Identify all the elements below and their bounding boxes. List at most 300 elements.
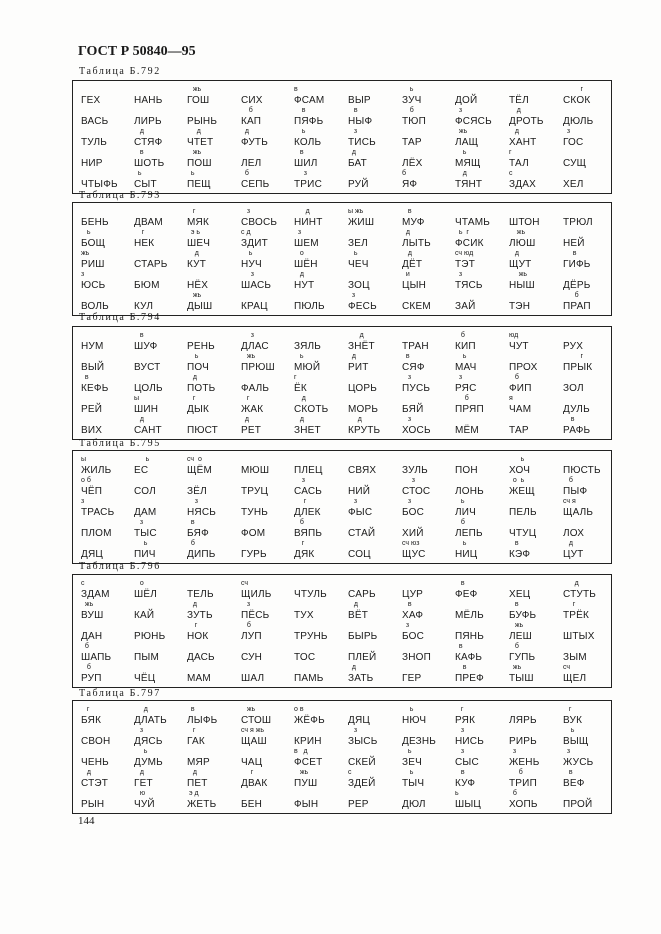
phonetic-mark: д bbox=[402, 250, 412, 257]
table-cell bbox=[294, 604, 346, 626]
syllable-word: РЫН bbox=[81, 799, 105, 810]
syllable-word: НЕК bbox=[134, 238, 155, 249]
syllable-word: БЮМ bbox=[134, 280, 160, 291]
syllable-word: ТЕЛЬ bbox=[187, 589, 214, 600]
syllable-word: ШАСЬ bbox=[241, 280, 272, 291]
table-cell bbox=[509, 295, 561, 317]
table-cell bbox=[348, 498, 400, 523]
phonetic-mark: ь bbox=[134, 540, 148, 547]
syllable-word: ДАСЬ bbox=[187, 652, 215, 663]
syllable-word: СВОСЬ bbox=[241, 217, 278, 228]
phonetic-mark: э ь bbox=[187, 229, 201, 236]
phonetic-mark: жь bbox=[455, 128, 468, 135]
syllable-word: ЧТУЦ bbox=[509, 528, 537, 539]
syllable-word: ШЁЛ bbox=[134, 589, 158, 600]
syllable-word: ЗНЁТ bbox=[348, 341, 375, 352]
phonetic-mark: г bbox=[563, 601, 576, 608]
syllable-word: ЩАЛЬ bbox=[563, 507, 594, 518]
syllable-word: ЗЁЛ bbox=[187, 486, 207, 497]
phonetic-mark: г bbox=[455, 706, 464, 713]
syllable-word: ДВАМ bbox=[134, 217, 163, 228]
syllable-word: ЗЕЛ bbox=[348, 238, 368, 249]
phonetic-mark: жь bbox=[509, 271, 528, 278]
syllable-word: ХЕЛ bbox=[563, 179, 584, 190]
syllable-word: БЕНЬ bbox=[81, 217, 109, 228]
syllable-word: РИШ bbox=[81, 259, 105, 270]
table-cell bbox=[509, 709, 561, 731]
phonetic-mark: д bbox=[294, 395, 306, 402]
syllable-word: ФСИК bbox=[455, 238, 484, 249]
phonetic-mark: ь bbox=[509, 456, 525, 463]
phonetic-mark: г bbox=[509, 149, 512, 156]
syllable-word: РЕТ bbox=[241, 425, 262, 436]
syllable-word: ПОТЬ bbox=[187, 383, 216, 394]
syllable-word: ЕС bbox=[134, 465, 149, 476]
syllable-word: ЛЕЛ bbox=[241, 158, 262, 169]
phonetic-mark: ь bbox=[348, 250, 358, 257]
phonetic-mark: з bbox=[402, 416, 412, 423]
table-cell bbox=[563, 211, 615, 233]
syllable-word: НИНТ bbox=[294, 217, 323, 228]
syllable-word: БОС bbox=[402, 507, 425, 518]
phonetic-mark: сч я bbox=[563, 498, 576, 505]
syllable-word: СТОШ bbox=[241, 715, 272, 726]
syllable-word: КРУТЬ bbox=[348, 425, 381, 436]
phonetic-mark: в bbox=[563, 416, 575, 423]
syllable-word: ПЯФЬ bbox=[294, 116, 324, 127]
syllable-word: ПЕЩ bbox=[187, 179, 211, 190]
syllable-word: ЗУЧ bbox=[402, 95, 422, 106]
syllable-word: ЛЯРЬ bbox=[509, 715, 537, 726]
table-cell bbox=[455, 580, 507, 605]
phonetic-mark: ы жь bbox=[348, 208, 364, 215]
syllable-word: ГОС bbox=[563, 137, 584, 148]
table-cell bbox=[455, 790, 507, 815]
table-cell bbox=[187, 456, 239, 481]
table-cell bbox=[402, 498, 454, 523]
syllable-word: ЖАК bbox=[241, 404, 264, 415]
table-caption: Таблица Б.793 bbox=[79, 190, 161, 201]
syllable-word: ШЕМ bbox=[294, 238, 319, 249]
phonetic-mark: б bbox=[81, 664, 91, 671]
syllable-word: ТРЁК bbox=[563, 610, 590, 621]
syllable-word: ЖЕТЬ bbox=[187, 799, 217, 810]
phonetic-mark: я bbox=[509, 395, 513, 402]
syllable-word: ХОПЬ bbox=[509, 799, 538, 810]
phonetic-mark: ы bbox=[134, 395, 140, 402]
syllable-word: СЫС bbox=[455, 757, 479, 768]
syllable-word: ШИН bbox=[134, 404, 159, 415]
syllable-word: СОЛ bbox=[134, 486, 156, 497]
table-caption: Таблица Б.792 bbox=[79, 66, 161, 77]
phonetic-mark: г bbox=[563, 353, 584, 360]
syllable-word: ПЛЕЙ bbox=[348, 652, 377, 663]
syllable-word: ЩУТ bbox=[509, 259, 532, 270]
syllable-word: ЗОЛ bbox=[563, 383, 584, 394]
syllable-word: ЦУТ bbox=[563, 549, 584, 560]
syllable-word: ХАФ bbox=[402, 610, 424, 621]
syllable-word: ЛЕШ bbox=[509, 631, 532, 642]
phonetic-mark: б bbox=[81, 643, 89, 650]
syllable-word: ТУНЬ bbox=[241, 507, 269, 518]
syllable-word: СКЕЙ bbox=[348, 757, 376, 768]
phonetic-mark: ь bbox=[455, 149, 467, 156]
table-cell bbox=[241, 459, 293, 481]
syllable-word: СТОС bbox=[402, 486, 431, 497]
table-cell bbox=[402, 622, 454, 647]
syllable-word: СВЯХ bbox=[348, 465, 377, 476]
syllable-word: ШИЛ bbox=[294, 158, 318, 169]
syllable-word: ГАК bbox=[187, 736, 205, 747]
table-cell bbox=[241, 543, 293, 565]
phonetic-mark: б bbox=[241, 107, 253, 114]
table-cell bbox=[241, 667, 293, 689]
syllable-word: ДЮЛЬ bbox=[563, 116, 594, 127]
syllable-word: ХОЧ bbox=[509, 465, 531, 476]
table-cell bbox=[402, 706, 454, 731]
phonetic-mark: ь bbox=[134, 170, 142, 177]
syllable-word: СТЯФ bbox=[134, 137, 163, 148]
phonetic-mark: жь bbox=[294, 769, 309, 776]
syllable-word: ПЛОМ bbox=[81, 528, 112, 539]
table-cell bbox=[81, 374, 133, 399]
table-cell bbox=[187, 395, 239, 420]
table-cell bbox=[294, 583, 346, 605]
syllable-word: ВОЛЬ bbox=[81, 301, 109, 312]
syllable-word: ДИПЬ bbox=[187, 549, 216, 560]
phonetic-mark: в bbox=[563, 250, 577, 257]
syllable-word: НИСЬ bbox=[455, 736, 484, 747]
table-cell bbox=[455, 295, 507, 317]
phonetic-mark: ю bbox=[134, 790, 146, 797]
phonetic-mark: г bbox=[241, 769, 254, 776]
syllable-word: ДЯСЬ bbox=[134, 736, 163, 747]
syllable-word: ДАМ bbox=[134, 507, 157, 518]
syllable-word: ПОШ bbox=[187, 158, 212, 169]
syllable-word: ЗУТЬ bbox=[187, 610, 213, 621]
phonetic-mark: б bbox=[455, 519, 465, 526]
syllable-word: РЕЙ bbox=[81, 404, 103, 415]
phonetic-mark: з bbox=[241, 601, 251, 608]
phonetic-mark: д bbox=[509, 250, 519, 257]
phonetic-mark: д bbox=[348, 332, 364, 339]
syllable-word: ШТЫХ bbox=[563, 631, 595, 642]
syllable-word: ШТОН bbox=[509, 217, 540, 228]
phonetic-mark: ь bbox=[455, 790, 459, 797]
syllable-word: ПЕТ bbox=[187, 778, 208, 789]
syllable-word: ДЮЛ bbox=[402, 799, 426, 810]
syllable-word: ЧЕНЬ bbox=[81, 757, 109, 768]
syllable-word: ТРЮЛ bbox=[563, 217, 593, 228]
syllable-word: ДЛАС bbox=[241, 341, 269, 352]
phonetic-mark: з bbox=[294, 170, 307, 177]
table-cell bbox=[455, 419, 507, 441]
phonetic-mark: в bbox=[563, 769, 573, 776]
table-cell bbox=[563, 152, 615, 174]
phonetic-mark: сч bbox=[563, 664, 571, 671]
syllable-word: ШЕЧ bbox=[187, 238, 211, 249]
table-cell bbox=[348, 601, 400, 626]
syllable-word: НАНЬ bbox=[134, 95, 163, 106]
table-cell bbox=[563, 292, 615, 317]
syllable-word: МОРЬ bbox=[348, 404, 379, 415]
phonetic-mark: г bbox=[294, 540, 305, 547]
syllable-word: ЧУЙ bbox=[134, 799, 155, 810]
syllable-word: ШАПЬ bbox=[81, 652, 112, 663]
table-cell bbox=[81, 706, 133, 731]
phonetic-mark: з bbox=[455, 374, 463, 381]
phonetic-mark: о bbox=[294, 250, 304, 257]
phonetic-mark: жь bbox=[81, 250, 90, 257]
phonetic-mark: з bbox=[455, 748, 465, 755]
syllable-word: ЛАЩ bbox=[455, 137, 479, 148]
phonetic-mark: д bbox=[294, 208, 310, 215]
syllable-word: САРЬ bbox=[348, 589, 376, 600]
phonetic-mark: г bbox=[187, 622, 198, 629]
table-cell bbox=[81, 730, 133, 752]
syllable-word: ПЫФ bbox=[563, 486, 588, 497]
table-cell bbox=[294, 271, 346, 296]
syllable-word: СТАРЬ bbox=[134, 259, 168, 270]
table-cell bbox=[509, 477, 561, 502]
syllable-word: ЗАЙ bbox=[455, 301, 476, 312]
syllable-word: ГУПЬ bbox=[509, 652, 536, 663]
phonetic-mark: б bbox=[509, 790, 517, 797]
syllable-word: ЛОНЬ bbox=[455, 486, 484, 497]
phonetic-mark: э д bbox=[187, 790, 199, 797]
table-cell bbox=[455, 271, 507, 296]
table-cell bbox=[81, 152, 133, 174]
syllable-word: ЧЁП bbox=[81, 486, 103, 497]
table-cell bbox=[294, 625, 346, 647]
table-cell bbox=[455, 540, 507, 565]
table-cell bbox=[81, 793, 133, 815]
syllable-word: ФЕФ bbox=[455, 589, 478, 600]
syllable-word: НИЙ bbox=[348, 486, 371, 497]
syllable-word: ЗНОП bbox=[402, 652, 432, 663]
phonetic-mark: з bbox=[563, 128, 571, 135]
table-cell bbox=[563, 540, 615, 565]
word-table bbox=[72, 700, 612, 814]
phonetic-mark: жь bbox=[509, 664, 522, 671]
syllable-word: ХИЙ bbox=[402, 528, 424, 539]
table-cell bbox=[402, 769, 454, 794]
phonetic-mark: з bbox=[455, 727, 465, 734]
phonetic-mark: в bbox=[455, 643, 463, 650]
phonetic-mark: з bbox=[563, 748, 571, 755]
table-cell bbox=[81, 522, 133, 544]
syllable-word: ПОЧ bbox=[187, 362, 210, 373]
phonetic-mark: д bbox=[348, 601, 358, 608]
syllable-word: ГИФЬ bbox=[563, 259, 591, 270]
phonetic-mark: с д bbox=[241, 229, 251, 236]
phonetic-mark: д bbox=[187, 128, 201, 135]
syllable-word: ТАЛ bbox=[509, 158, 529, 169]
phonetic-mark: жь bbox=[241, 353, 256, 360]
phonetic-mark: г bbox=[81, 706, 90, 713]
table-cell bbox=[402, 793, 454, 815]
syllable-word: РИРЬ bbox=[509, 736, 537, 747]
syllable-word: ЖУСЬ bbox=[563, 757, 594, 768]
phonetic-mark: ь bbox=[294, 128, 306, 135]
syllable-word: НОК bbox=[187, 631, 209, 642]
phonetic-mark: д bbox=[134, 128, 144, 135]
syllable-word: ДАН bbox=[81, 631, 103, 642]
syllable-word: ТЫЧ bbox=[402, 778, 425, 789]
table-cell bbox=[563, 128, 615, 153]
table-cell bbox=[241, 416, 293, 441]
phonetic-mark: з bbox=[348, 292, 356, 299]
syllable-word: ЛУП bbox=[241, 631, 262, 642]
table-cell bbox=[402, 540, 454, 565]
syllable-word: ВЁТ bbox=[348, 610, 369, 621]
syllable-word: ФОМ bbox=[241, 528, 266, 539]
word-table bbox=[72, 80, 612, 194]
syllable-word: КРАЦ bbox=[241, 301, 268, 312]
phonetic-mark: о bbox=[134, 580, 144, 587]
syllable-word: ТРУНЬ bbox=[294, 631, 328, 642]
table-cell bbox=[455, 664, 507, 689]
phonetic-mark: б bbox=[455, 332, 465, 339]
table-cell bbox=[241, 646, 293, 668]
phonetic-mark: д bbox=[402, 229, 410, 236]
syllable-word: ТРАН bbox=[402, 341, 429, 352]
syllable-word: ЗЯЛЬ bbox=[294, 341, 322, 352]
table-cell bbox=[294, 793, 346, 815]
syllable-word: ПРЕФ bbox=[455, 673, 484, 684]
syllable-word: ГЕР bbox=[402, 673, 422, 684]
phonetic-mark: д bbox=[294, 271, 304, 278]
syllable-word: ЗДАМ bbox=[81, 589, 110, 600]
syllable-word: БЯФ bbox=[187, 528, 209, 539]
syllable-word: ПЁСЬ bbox=[241, 610, 270, 621]
phonetic-mark: ь bbox=[241, 250, 253, 257]
phonetic-mark: д bbox=[509, 128, 519, 135]
table-cell bbox=[348, 769, 400, 794]
phonetic-mark: б bbox=[563, 292, 579, 299]
syllable-word: ТАР bbox=[402, 137, 422, 148]
phonetic-mark: д bbox=[134, 769, 144, 776]
table-cell bbox=[241, 622, 293, 647]
phonetic-mark: д bbox=[348, 353, 356, 360]
syllable-word: ВУШ bbox=[81, 610, 104, 621]
syllable-word: ШОТЬ bbox=[134, 158, 165, 169]
syllable-word: ДЛАТЬ bbox=[134, 715, 167, 726]
syllable-word: НЯСЬ bbox=[187, 507, 217, 518]
syllable-word: КОЛЬ bbox=[294, 137, 322, 148]
syllable-word: ЛЁХ bbox=[402, 158, 423, 169]
syllable-word: ЧЕЧ bbox=[348, 259, 369, 270]
syllable-word: КРИН bbox=[294, 736, 322, 747]
syllable-word: МЮЙ bbox=[294, 362, 321, 373]
syllable-word: НУМ bbox=[81, 341, 104, 352]
syllable-word: ТЯСЬ bbox=[455, 280, 483, 291]
syllable-word: МЯЩ bbox=[455, 158, 481, 169]
syllable-word: КЭФ bbox=[509, 549, 531, 560]
syllable-word: ТЫШ bbox=[509, 673, 534, 684]
syllable-word: ТЯНТ bbox=[455, 179, 483, 190]
phonetic-mark: ь bbox=[402, 86, 414, 93]
syllable-word: ТЭН bbox=[509, 301, 531, 312]
syllable-word: ЖИШ bbox=[348, 217, 375, 228]
phonetic-mark: б bbox=[294, 519, 304, 526]
syllable-word: КУЛ bbox=[134, 301, 154, 312]
table-cell bbox=[455, 604, 507, 626]
phonetic-mark: в bbox=[187, 706, 195, 713]
syllable-word: ШАЛ bbox=[241, 673, 265, 684]
table-cell bbox=[81, 769, 133, 794]
table-cell bbox=[134, 332, 186, 357]
syllable-word: ПРЯП bbox=[455, 404, 484, 415]
syllable-word: МЁМ bbox=[455, 425, 479, 436]
phonetic-mark: в bbox=[455, 664, 467, 671]
table-cell bbox=[509, 332, 561, 357]
phonetic-mark: д bbox=[563, 540, 573, 547]
syllable-word: ЛЫФЬ bbox=[187, 715, 218, 726]
syllable-word: САНТ bbox=[134, 425, 162, 436]
table-cell bbox=[134, 790, 186, 815]
phonetic-mark: ь bbox=[294, 353, 304, 360]
phonetic-mark: з bbox=[348, 727, 358, 734]
syllable-word: ПОН bbox=[455, 465, 478, 476]
table-cell bbox=[402, 374, 454, 399]
syllable-word: ШУФ bbox=[134, 341, 158, 352]
table-cell bbox=[563, 353, 615, 378]
syllable-word: ХОСЬ bbox=[402, 425, 431, 436]
table-cell bbox=[509, 501, 561, 523]
phonetic-mark: г bbox=[187, 727, 196, 734]
syllable-word: ДВАК bbox=[241, 778, 268, 789]
syllable-word: ФСЕТ bbox=[294, 757, 323, 768]
table-row bbox=[73, 790, 611, 815]
table-cell bbox=[402, 646, 454, 668]
table-cell bbox=[241, 170, 293, 195]
phonetic-mark: д bbox=[187, 769, 197, 776]
syllable-word: КАЙ bbox=[134, 610, 155, 621]
syllable-word: РЯС bbox=[455, 383, 477, 394]
phonetic-mark: сч юд bbox=[455, 250, 474, 257]
table-cell bbox=[563, 377, 615, 399]
table-cell bbox=[81, 664, 133, 689]
syllable-word: МАМ bbox=[187, 673, 211, 684]
phonetic-mark: д bbox=[348, 416, 362, 423]
phonetic-mark: д bbox=[455, 170, 467, 177]
syllable-word: СОЦ bbox=[348, 549, 371, 560]
syllable-word: СТАЙ bbox=[348, 528, 376, 539]
table-cell bbox=[294, 769, 346, 794]
syllable-word: КИП bbox=[455, 341, 476, 352]
phonetic-mark: в bbox=[455, 580, 465, 587]
phonetic-mark: с bbox=[81, 580, 85, 587]
table-cell bbox=[563, 86, 615, 111]
phonetic-mark: з bbox=[294, 477, 305, 484]
phonetic-mark: з bbox=[294, 229, 302, 236]
syllable-word: ФИП bbox=[509, 383, 532, 394]
syllable-word: КУТ bbox=[187, 259, 206, 270]
table-cell bbox=[241, 353, 293, 378]
table-cell bbox=[241, 769, 293, 794]
syllable-word: ДЫК bbox=[187, 404, 210, 415]
table-cell bbox=[402, 271, 454, 296]
syllable-word: НЁХ bbox=[187, 280, 209, 291]
phonetic-mark: в bbox=[402, 601, 412, 608]
phonetic-mark: ь bbox=[187, 170, 195, 177]
table-cell bbox=[241, 128, 293, 153]
table-cell bbox=[134, 580, 186, 605]
table-cell bbox=[134, 646, 186, 668]
syllable-word: БЯЙ bbox=[402, 404, 424, 415]
syllable-word: ЧТУЛЬ bbox=[294, 589, 327, 600]
